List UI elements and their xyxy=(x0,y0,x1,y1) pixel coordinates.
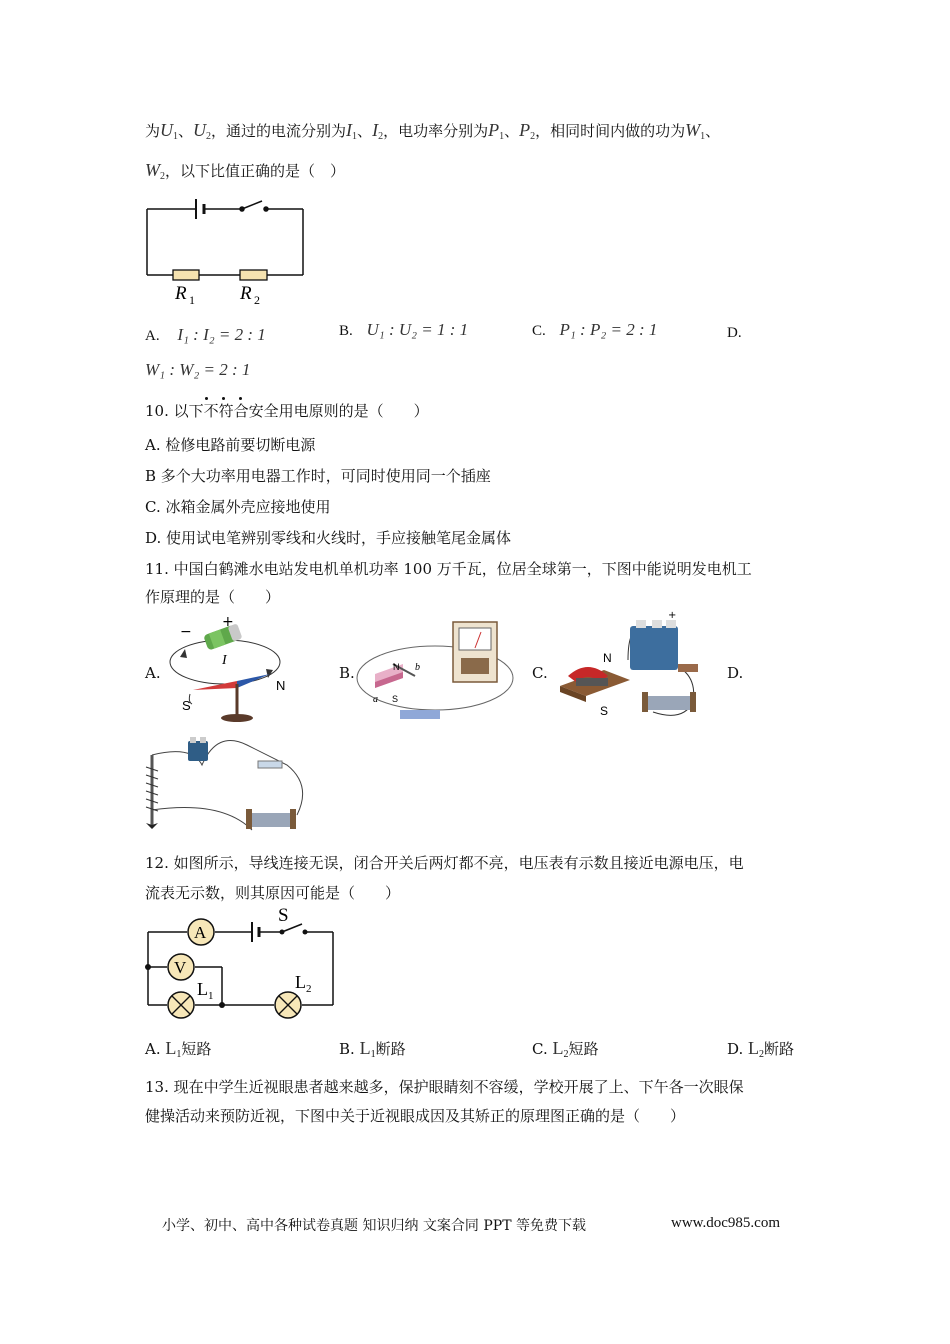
q11-option-d-letter[interactable]: D. xyxy=(727,664,744,682)
svg-text:L: L xyxy=(197,979,208,999)
q12-stem-line2: 流表无示数，则其原因可能是（ ） xyxy=(145,884,401,902)
q11-d-electromagnet-image xyxy=(140,735,315,835)
footer-url[interactable]: www.doc985.com xyxy=(671,1215,781,1231)
svg-text:S: S xyxy=(182,698,191,713)
q9-option-a[interactable]: A. I₁ : I₂ = 2 : 1 xyxy=(145,325,266,344)
svg-text:S: S xyxy=(600,704,609,718)
q11-c-motor-principle-image xyxy=(558,612,716,724)
q11-option-b-letter[interactable]: B. xyxy=(339,664,355,682)
q11-option-a-letter[interactable]: A. xyxy=(145,664,161,682)
q12-option-d[interactable]: D. $L_2$断路 xyxy=(727,1038,795,1060)
q11-a-oersted-experiment-image xyxy=(165,612,300,724)
svg-text:b: b xyxy=(415,662,420,673)
q11-b-electromagnetic-induction-image xyxy=(365,618,525,726)
q12-option-b[interactable]: B. $L_1$断路 xyxy=(339,1038,406,1060)
resistor-r1 xyxy=(173,270,199,280)
q10-stem: 10. 以下不符合安全用电原则的是（ ） xyxy=(145,402,429,420)
q9-option-d-letter[interactable]: D. xyxy=(727,325,742,341)
svg-text:N: N xyxy=(276,678,286,693)
q11-stem-line2: 作原理的是（ ） xyxy=(145,588,281,606)
svg-text:A: A xyxy=(194,923,207,942)
lamp-l1 xyxy=(168,992,194,1018)
q11-stem-line1: 11. 中国白鹤滩水电站发电机单机功率 100 万千瓦，位居全球第一，下图中能说明发电机工 xyxy=(145,560,752,578)
emphasis-dot xyxy=(239,397,242,400)
q10-option-a[interactable]: A. 检修电路前要切断电源 xyxy=(145,436,316,454)
q9-stem-line1: 为$U_1$、$U_2$，通过的电流分别为$I_1$、$I_2$，电功率分别为$P_1$、$P_2$，相同时间内做的功为$W_1$、 xyxy=(145,120,721,142)
label-r2: R xyxy=(240,283,252,304)
svg-text:+: + xyxy=(668,610,677,621)
svg-text:S: S xyxy=(278,905,289,926)
svg-text:V: V xyxy=(174,958,187,977)
svg-text:−: − xyxy=(180,624,192,640)
q9-option-d-expr: W₁ : W₂ = 2 : 1 xyxy=(145,360,251,379)
svg-text:L: L xyxy=(295,972,306,992)
svg-text:1: 1 xyxy=(208,990,214,1002)
q9-series-circuit-diagram xyxy=(140,195,315,310)
q10-option-c[interactable]: C. 冰箱金属外壳应接地使用 xyxy=(145,498,331,516)
q10-option-d[interactable]: D. 使用试电笔辨别零线和火线时，手应接触笔尾金属体 xyxy=(145,529,512,547)
label-r1: R xyxy=(175,283,187,304)
svg-text:2: 2 xyxy=(306,983,312,995)
emphasis-dot xyxy=(222,397,225,400)
q12-circuit-diagram xyxy=(140,905,340,1015)
svg-text:+: + xyxy=(222,614,234,630)
svg-text:I: I xyxy=(222,653,227,668)
svg-text:a: a xyxy=(373,694,378,705)
q12-stem-line1: 12. 如图所示，导线连接无误，闭合开关后两灯都不亮，电压表有示数且接近电源电压，电 xyxy=(145,854,744,872)
q9-stem-line2: $W_2$，以下比值正确的是（ ） xyxy=(145,160,346,182)
q11-option-c-letter[interactable]: C. xyxy=(532,664,548,682)
emphasis-dot xyxy=(205,397,208,400)
footer-text: 小学、初中、高中各种试卷真题 知识归纳 文案合同 PPT 等免费下载 xyxy=(162,1218,586,1234)
q12-option-a[interactable]: A. $L_1$短路 xyxy=(145,1038,212,1060)
q9-option-b[interactable]: B. U₁ : U₂ = 1 : 1 xyxy=(339,320,469,339)
svg-text:N: N xyxy=(393,662,400,672)
q13-stem-line1: 13. 现在中学生近视眼患者越来越多，保护眼睛刻不容缓，学校开展了上、下午各一次眼保 xyxy=(145,1078,744,1096)
q13-stem-line2: 健操活动来预防近视，下图中关于近视眼成因及其矫正的原理图正确的是（ ） xyxy=(145,1107,686,1125)
lamp-l2 xyxy=(275,992,301,1018)
q12-option-c[interactable]: C. $L_2$短路 xyxy=(532,1038,599,1060)
svg-text:N: N xyxy=(603,651,612,665)
svg-text:2: 2 xyxy=(254,293,260,307)
svg-text:S: S xyxy=(392,694,399,704)
svg-text:1: 1 xyxy=(189,293,195,307)
q9-option-c[interactable]: C. P₁ : P₂ = 2 : 1 xyxy=(532,320,658,339)
q10-option-b[interactable]: B 多个大功率用电器工作时，可同时使用同一个插座 xyxy=(145,467,491,485)
resistor-r2 xyxy=(240,270,267,280)
